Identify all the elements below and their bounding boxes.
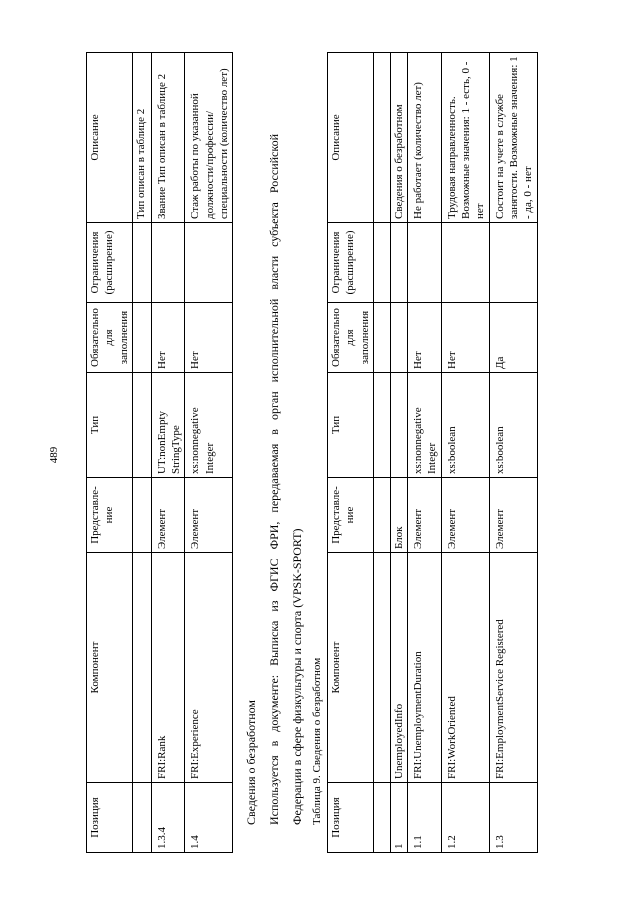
table-caption: Таблица 9. Сведения о безработном [311, 657, 323, 825]
cell-type: xs:nonnegative Integer [185, 373, 233, 478]
spacer-cell [373, 478, 390, 553]
cell-type: xs:boolean [489, 373, 537, 478]
header-description: Описание [87, 53, 133, 223]
cell-component: FRI:Experience [185, 553, 233, 783]
usage-paragraph-line2: Федерации в сфере физкультуры и спорта (VPSK-SPORT) [290, 528, 304, 825]
spacer-cell [373, 303, 390, 373]
header-component: Компонент [328, 553, 374, 783]
table-row [185, 53, 233, 853]
usage-paragraph-line1: Используется в документе: Выписка из ФГИС ФРИ, передаваемая в орган исполнительной власти субъекта Российской [267, 133, 281, 825]
header-type: Тип [328, 373, 374, 478]
table-row [489, 53, 537, 853]
cell-type: UT:nonEmpty StringType [151, 373, 185, 478]
table-row-spacer [373, 53, 390, 853]
page-number: 489 [48, 446, 60, 464]
header-description: Описание [328, 53, 374, 223]
cell-description: Стаж работы по указанной должности/профессии/специальности (количество лет) [185, 53, 233, 223]
spacer-cell [373, 783, 390, 853]
cell-component: FRI:UnemploymentDuration [408, 553, 442, 783]
header-position: Позиция [87, 783, 133, 853]
cell-representation [132, 478, 151, 553]
cell-position: 1.3 [489, 783, 537, 853]
table-row [441, 53, 489, 853]
cell-component [132, 553, 151, 783]
cell-required [390, 303, 407, 373]
cell-required: Нет [408, 303, 442, 373]
header-component: Компонент [87, 553, 133, 783]
cell-limits [132, 223, 151, 303]
cell-required: Нет [185, 303, 233, 373]
table-row [408, 53, 442, 853]
cell-component: UnemployedInfo [390, 553, 407, 783]
header-required: Обязательно для заполнения [87, 303, 133, 373]
header-type: Тип [87, 373, 133, 478]
spacer-cell [373, 223, 390, 303]
cell-representation: Блок [390, 478, 407, 553]
cell-type: xs:nonnegative Integer [408, 373, 442, 478]
table-unemployed-info [327, 52, 538, 853]
spacer-cell [373, 53, 390, 223]
cell-position: 1.1 [408, 783, 442, 853]
cell-limits [390, 223, 407, 303]
table-row [390, 53, 407, 853]
cell-description: Сведения о безработном [390, 53, 407, 223]
cell-representation: Элемент [489, 478, 537, 553]
cell-component: FRI:WorkOriented [441, 553, 489, 783]
cell-description: Трудовая направленность. Возможные значения: 1 - есть, 0 - нет [441, 53, 489, 223]
cell-representation: Элемент [151, 478, 185, 553]
spacer-cell [373, 553, 390, 783]
section-heading: Сведения о безработном [244, 699, 258, 825]
cell-component: FRI:EmploymentService Registered [489, 553, 537, 783]
cell-description: Тип описан в таблице 2 [132, 53, 151, 223]
cell-type: xs:boolean [441, 373, 489, 478]
header-position: Позиция [328, 783, 374, 853]
cell-limits [441, 223, 489, 303]
table-row [151, 53, 185, 853]
cell-required: Нет [151, 303, 185, 373]
cell-type [132, 373, 151, 478]
table-header-row [328, 53, 374, 853]
cell-representation: Элемент [441, 478, 489, 553]
cell-required [132, 303, 151, 373]
cell-limits [185, 223, 233, 303]
cell-limits [489, 223, 537, 303]
header-required: Обязательно для заполнения [328, 303, 374, 373]
header-limits: Ограничения (расширение) [87, 223, 133, 303]
cell-representation: Элемент [408, 478, 442, 553]
cell-position [132, 783, 151, 853]
spacer-cell [373, 373, 390, 478]
header-representation: Представле-ние [328, 478, 374, 553]
header-limits: Ограничения (расширение) [328, 223, 374, 303]
cell-required: Нет [441, 303, 489, 373]
cell-description: Звание Тип описан в таблице 2 [151, 53, 185, 223]
cell-position: 1.3.4 [151, 783, 185, 853]
cell-required: Да [489, 303, 537, 373]
table-row [132, 53, 151, 853]
table-header-row [87, 53, 133, 853]
cell-component: FRI:Rank [151, 553, 185, 783]
cell-position: 1 [390, 783, 407, 853]
cell-type [390, 373, 407, 478]
cell-position: 1.4 [185, 783, 233, 853]
table-previous-continuation [86, 52, 233, 853]
cell-description: Состоит на учете в службе занятости. Возможные значения: 1 - да, 0 - нет [489, 53, 537, 223]
cell-description: Не работает (количество лет) [408, 53, 442, 223]
cell-limits [408, 223, 442, 303]
cell-limits [151, 223, 185, 303]
cell-position: 1.2 [441, 783, 489, 853]
header-representation: Представле-ние [87, 478, 133, 553]
cell-representation: Элемент [185, 478, 233, 553]
